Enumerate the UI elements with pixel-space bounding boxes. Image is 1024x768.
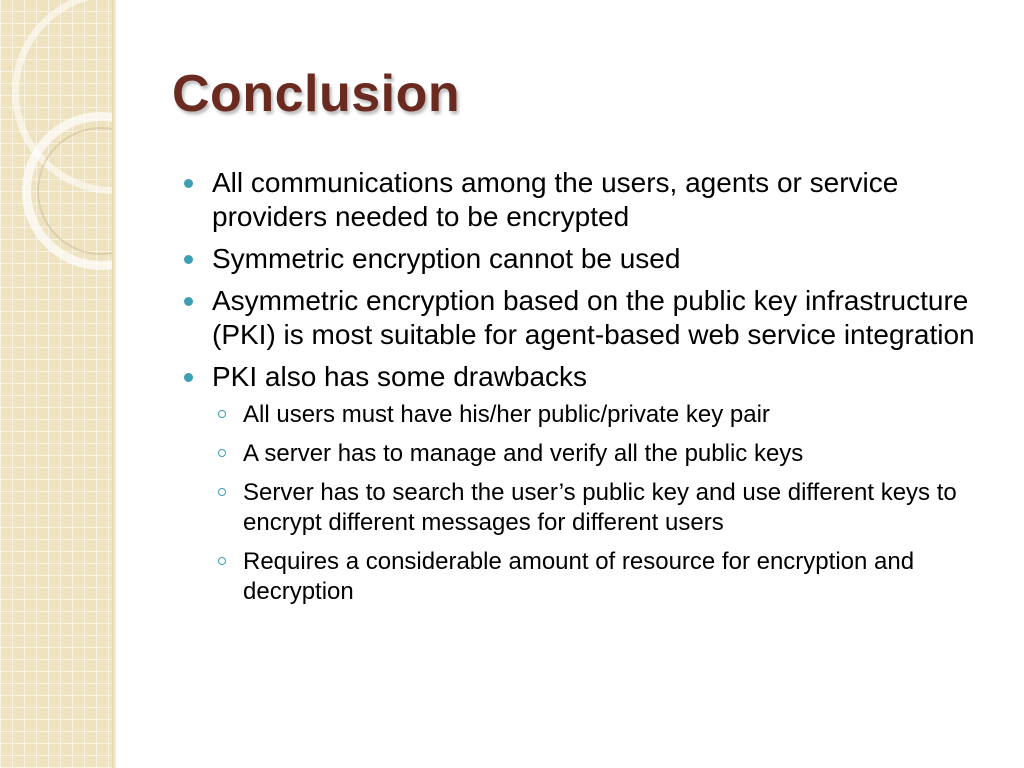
- bullet-text: Asymmetric encryption based on the public key infrastructure (PKI) is most suitable for agent-based web service integration: [212, 285, 975, 350]
- slide-content: [180, 166, 1000, 616]
- bullet-item: [180, 360, 1000, 607]
- side-strip-edge: [112, 0, 116, 768]
- bullet-text: PKI also has some drawbacks: [212, 361, 588, 392]
- bullet-text: All communications among the users, agents or service providers needed to be encrypted: [212, 167, 899, 232]
- sub-bullet-text: All users must have his/her public/private key pair: [243, 401, 770, 428]
- bullet-dot-icon: [184, 373, 193, 382]
- sub-bullet-text: Requires a considerable amount of resource for encryption and decryption: [243, 548, 915, 605]
- sub-bullet-text: A server has to manage and verify all the public keys: [243, 440, 804, 467]
- bullet-text: Symmetric encryption cannot be used: [212, 243, 681, 274]
- circle-bullet-icon: [218, 410, 226, 418]
- sub-bullet-item: [212, 439, 1000, 469]
- sub-bullet-item: [212, 478, 1000, 538]
- bullet-list: [180, 166, 1000, 607]
- bullet-dot-icon: [184, 297, 193, 306]
- sub-bullet-list: [212, 400, 1000, 607]
- circle-bullet-icon: [218, 449, 226, 457]
- sub-bullet-item: [212, 547, 1000, 607]
- circle-bullet-icon: [218, 488, 226, 496]
- bullet-dot-icon: [184, 255, 193, 264]
- slide-title: Conclusion: [172, 65, 461, 123]
- bullet-item: [180, 284, 1000, 352]
- circle-bullet-icon: [218, 557, 226, 565]
- sub-bullet-item: [212, 400, 1000, 430]
- sub-bullet-text: Server has to search the user’s public key and use different keys to encrypt different messages for different users: [243, 479, 957, 536]
- bullet-item: [180, 166, 1000, 234]
- bullet-item: [180, 242, 1000, 276]
- bullet-dot-icon: [184, 179, 193, 188]
- decorative-side-strip: [0, 0, 112, 768]
